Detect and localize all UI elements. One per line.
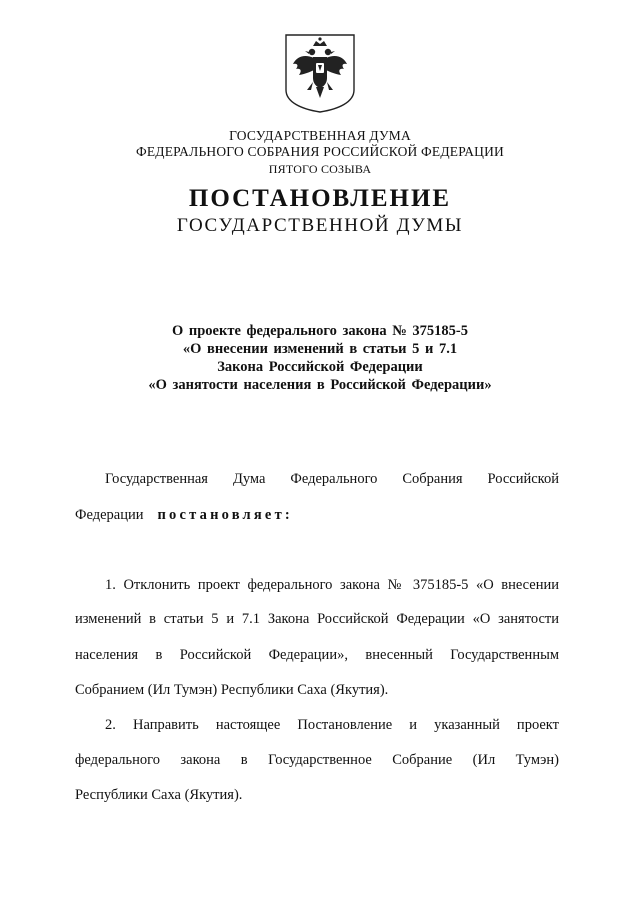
paragraph-2-line-1: 2. Направить настоящее Постановление и указанный проект bbox=[105, 717, 559, 733]
header-line-2: ФЕДЕРАЛЬНОГО СОБРАНИЯ РОССИЙСКОЙ ФЕДЕРАЦИИ bbox=[136, 144, 504, 159]
intro-line-1: Государственная Дума Федерального Собрания Российской bbox=[105, 471, 559, 487]
subject-line-3: Закона Российской Федерации bbox=[217, 359, 423, 375]
header-line-3: ПЯТОГО СОЗЫВА bbox=[268, 162, 372, 176]
resolution-verb: постановляет: bbox=[157, 507, 293, 523]
subject-line-4: «О занятости населения в Российской Федерации» bbox=[148, 377, 492, 393]
intro-line-2 bbox=[75, 506, 559, 524]
document-subtitle: ГОСУДАРСТВЕННОЙ ДУМЫ bbox=[176, 215, 464, 236]
intro-line-2-text: Федерации bbox=[75, 507, 144, 523]
paragraph-1-line-4: Собранием (Ил Тумэн) Республики Саха (Якутия). bbox=[75, 682, 389, 698]
coat-of-arms-icon bbox=[283, 32, 357, 114]
subject-line-2: «О внесении изменений в статьи 5 и 7.1 bbox=[182, 341, 458, 357]
subject-line-1: О проекте федерального закона № 375185-5 bbox=[171, 323, 469, 339]
document-subject bbox=[0, 322, 640, 394]
paragraph-1-line-1: 1. Отклонить проект федерального закона № 375185-5 «О внесении bbox=[105, 577, 559, 593]
document-title: ПОСТАНОВЛЕНИЕ bbox=[188, 185, 452, 212]
header-line-1: ГОСУДАРСТВЕННАЯ ДУМА bbox=[229, 128, 411, 143]
paragraph-1-line-2: изменений в статьи 5 и 7.1 Закона Российской Федерации «О занятости bbox=[75, 611, 559, 627]
paragraph-2-line-2: федерального закона в Государственное Собрание (Ил Тумэн) bbox=[75, 752, 559, 768]
paragraph-1-line-3: населения в Российской Федерации», внесенный Государственным bbox=[75, 647, 559, 663]
paragraph-2-line-3: Республики Саха (Якутия). bbox=[75, 787, 243, 803]
